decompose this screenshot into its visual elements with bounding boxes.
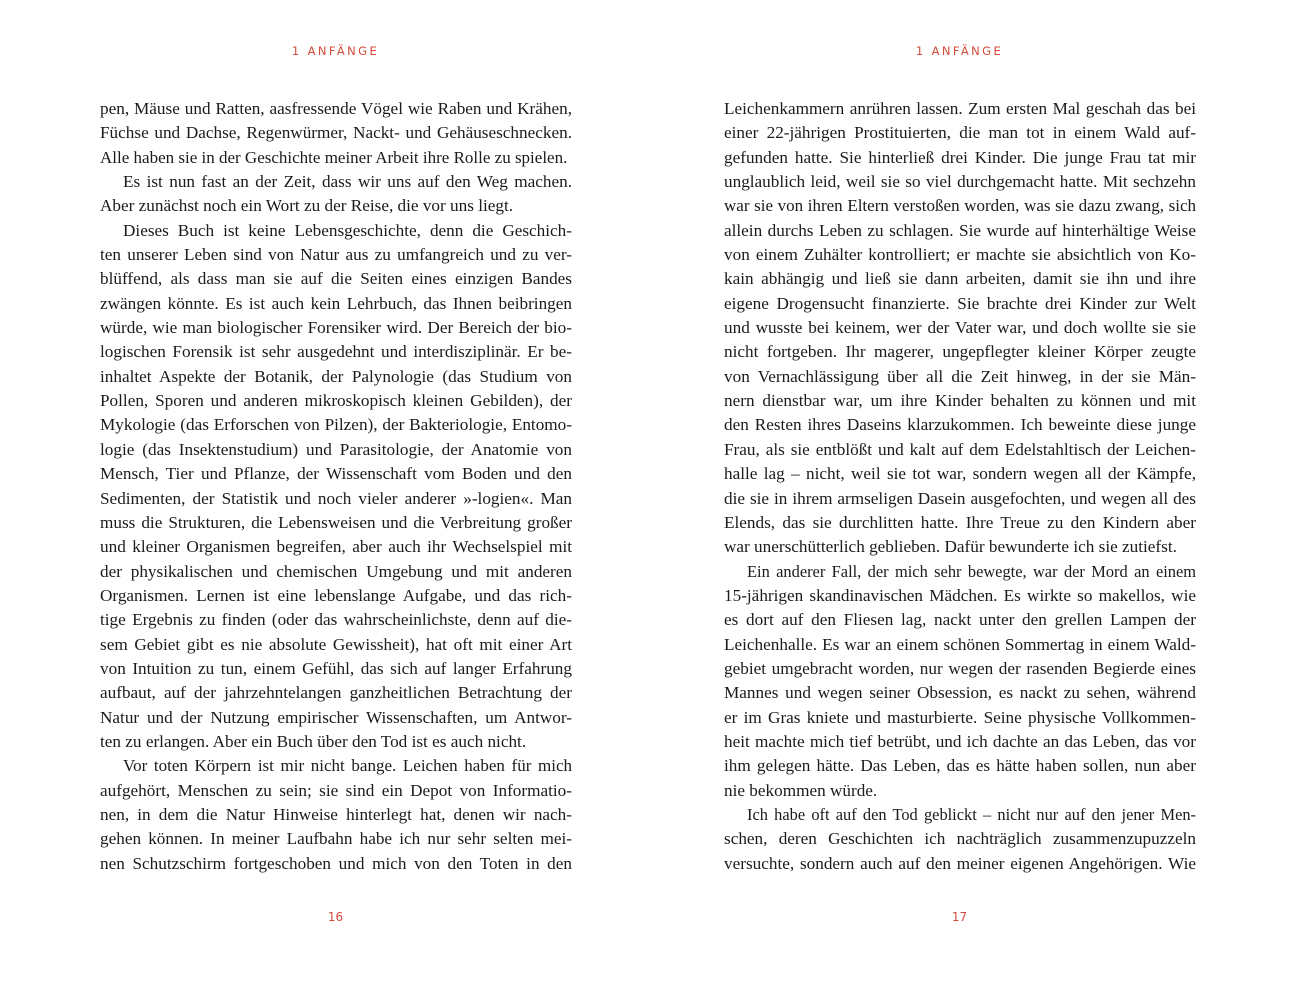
text-line: eigene Drogensucht finanzierte. Sie brachte drei Kinder zur Welt [724, 293, 1196, 313]
text-line: Leichenkammern anrühren lassen. Zum ersten Mal geschah das bei [724, 99, 1196, 118]
text-line: und kleiner Organismen begreifen, aber auch ihr Wechselspiel mit [100, 537, 572, 557]
text-line: Mannes und wegen seiner Obsession, es nackt zu sehen, während [724, 683, 1196, 703]
text-line: zwängen könnte. Es ist auch kein Lehrbuch, das Ihnen beibringen [100, 293, 572, 313]
text-line: es dort auf den Fliesen lag, nackt unter den grellen Lampen der [724, 610, 1196, 630]
text-line: unglaublich leid, weil sie so viel durchgemacht hatte. Mit sechzehn [724, 172, 1196, 192]
body-text [724, 97, 1196, 876]
text-line: aufgehört, Menschen zu sein; sie sind ein Depot von Informatio- [100, 780, 572, 800]
text-line: versuchte, sondern auch auf den meiner eigenen Angehörigen. Wie [724, 853, 1196, 873]
text-line: nen Schutzschirm fortgeschoben und mich von den Toten in den [100, 853, 572, 873]
text-line: Mykologie (das Erforschen von Pilzen), der Bakteriologie, Entomo- [100, 415, 572, 435]
text-line: ihm gelegen hätte. Das Leben, das es hätte haben sollen, nun aber [724, 756, 1196, 776]
text-line: muss die Strukturen, die Lebensweisen und die Verbreitung großer [100, 512, 572, 532]
text-line: schen, deren Geschichten ich nachträglich zusammenzupuzzeln [724, 829, 1196, 849]
text-line: allein durchs Leben zu schlagen. Sie wurde auf hinterhältige Weise [724, 220, 1196, 240]
page-number: 16 [327, 910, 344, 924]
text-line: halle lag – nicht, weil sie tot war, sondern wegen all der Kämpfe, [724, 464, 1196, 484]
left-page [0, 0, 647, 1000]
text-line: die sie in ihrem armseligen Dasein ausgefochten, und wegen all des [724, 488, 1196, 508]
text-line: inhaltet Aspekte der Botanik, der Palynologie (das Studium von [100, 366, 572, 386]
text-line: von einem Zuhälter kontrolliert; er machte sie absichtlich von Ko- [724, 245, 1196, 265]
text-line: aufbaut, auf der jahrzehntelangen ganzheitlichen Betrachtung der [100, 683, 572, 703]
text-line: pen, Mäuse und Ratten, aasfressende Vögel wie Raben und Krähen, [100, 99, 572, 118]
running-head: 1 ANFÄNGE [915, 44, 1004, 58]
text-line: einer 22-jährigen Prostituierten, die man tot in einem Wald auf- [724, 123, 1196, 143]
text-line: er im Gras kniete und masturbierte. Seine physische Vollkommen- [724, 707, 1196, 727]
text-line: und wusste bei keinem, wer der Vater war, und doch wollte sie sie [724, 318, 1196, 338]
text-line: würde, wie man biologischer Forensiker wird. Der Bereich der bio- [100, 318, 572, 338]
text-line: nern dienstbar war, um ihre Kinder behalten zu können und mit [724, 391, 1196, 411]
text-line: nicht fortgeben. Ihr magerer, ungepflegter kleiner Körper zeugte [724, 342, 1196, 362]
text-line: ten zu erlangen. Aber ein Buch über den Tod ist es auch nicht. [100, 731, 527, 751]
text-line: heit machte mich tief betrübt, und ich dachte an das Leben, das vor [724, 731, 1196, 751]
text-line: Mensch, Tier und Pflanze, der Wissenschaft vom Boden und den [100, 464, 572, 484]
text-line: sem Gebiet gibt es nie absolute Gewissheit), hat oft mit einer Art [100, 634, 572, 654]
text-line: von Intuition zu tun, einem Gefühl, das sich auf langer Erfahrung [100, 658, 572, 678]
right-page [648, 0, 1295, 1000]
text-line: gefunden hatte. Sie hinterließ drei Kinder. Die junge Frau tat mir [724, 147, 1196, 167]
text-line: gebiet umgebracht worden, nur wegen der rasenden Begierde eines [724, 658, 1196, 678]
text-line: den Resten ihres Daseins klarzukommen. Ich beweinte diese junge [724, 415, 1196, 435]
text-line: Frau, als sie entblößt und kalt auf dem Edelstahltisch der Leichen- [724, 439, 1196, 459]
text-line: kain abhängig und ließ sie dann arbeiten, damit sie ihn und ihre [724, 269, 1196, 289]
text-line: tige Ergebnis zu finden (oder das wahrscheinlichste, denn auf die- [100, 610, 572, 630]
text-line: Leichenhalle. Es war an einem schönen Sommertag in einem Wald- [724, 634, 1196, 654]
text-line: Dieses Buch ist keine Lebensgeschichte, denn die Geschich- [123, 220, 572, 240]
text-line: nen, in dem die Natur Hinweise hinterlegt hat, denen wir nach- [100, 804, 572, 824]
text-line: Natur und der Nutzung empirischer Wissenschaften, um Antwor- [100, 707, 572, 727]
text-line: war unerschütterlich geblieben. Dafür bewunderte ich sie zutiefst. [724, 537, 1177, 557]
page-number: 17 [951, 910, 968, 924]
text-line: Füchse und Dachse, Regenwürmer, Nackt- und Gehäuseschnecken. [100, 123, 572, 143]
text-line: Es ist nun fast an der Zeit, dass wir uns auf den Weg machen. [123, 172, 572, 192]
text-line: Sedimenten, der Statistik und noch vieler anderer »-logien«. Man [100, 488, 572, 508]
text-line: der physikalischen und chemischen Umgebung und mit anderen [100, 561, 572, 581]
text-line: von Vernachlässigung über all die Zeit hinweg, in der sie Män- [724, 366, 1196, 386]
text-line: nie bekommen würde. [724, 780, 878, 800]
text-line: Ein anderer Fall, der mich sehr bewegte, war der Mord an einem [747, 561, 1196, 581]
text-line: Aber zunächst noch ein Wort zu der Reise, die vor uns liegt. [100, 196, 514, 216]
text-line: Organismen. Lernen ist eine lebenslange Aufgabe, und das rich- [100, 585, 572, 605]
text-line: logie (das Insektenstudium) und Parasitologie, der Anatomie von [100, 439, 572, 459]
text-line: logischen Forensik ist sehr ausgedehnt und interdisziplinär. Er be- [100, 342, 572, 362]
text-line: war sie von ihren Eltern verstoßen worden, was sie dazu zwang, sich [724, 196, 1196, 216]
text-line: blüffend, als dass man sie auf die Seiten eines einzigen Bandes [100, 269, 572, 289]
text-line: gehen können. In meiner Laufbahn habe ich nur sehr selten mei- [100, 829, 572, 849]
body-text [100, 97, 572, 876]
text-line: Elends, das sie durchlitten hatte. Ihre Treue zu den Kindern aber [724, 512, 1196, 532]
text-line: Pollen, Sporen und anderen mikroskopisch kleinen Gebilden), der [100, 391, 572, 411]
text-line: Vor toten Körpern ist mir nicht bange. Leichen haben für mich [123, 756, 572, 776]
text-line: Ich habe oft auf den Tod geblickt – nicht nur auf den jener Men- [747, 804, 1196, 824]
text-line: Alle haben sie in der Geschichte meiner Arbeit ihre Rolle zu spielen. [100, 147, 568, 167]
text-line: 15-jährigen skandinavischen Mädchen. Es wirkte so makellos, wie [724, 585, 1196, 605]
text-line: ten unserer Leben sind von Natur aus zu umfangreich und zu ver- [100, 245, 572, 265]
running-head: 1 ANFÄNGE [291, 44, 380, 58]
